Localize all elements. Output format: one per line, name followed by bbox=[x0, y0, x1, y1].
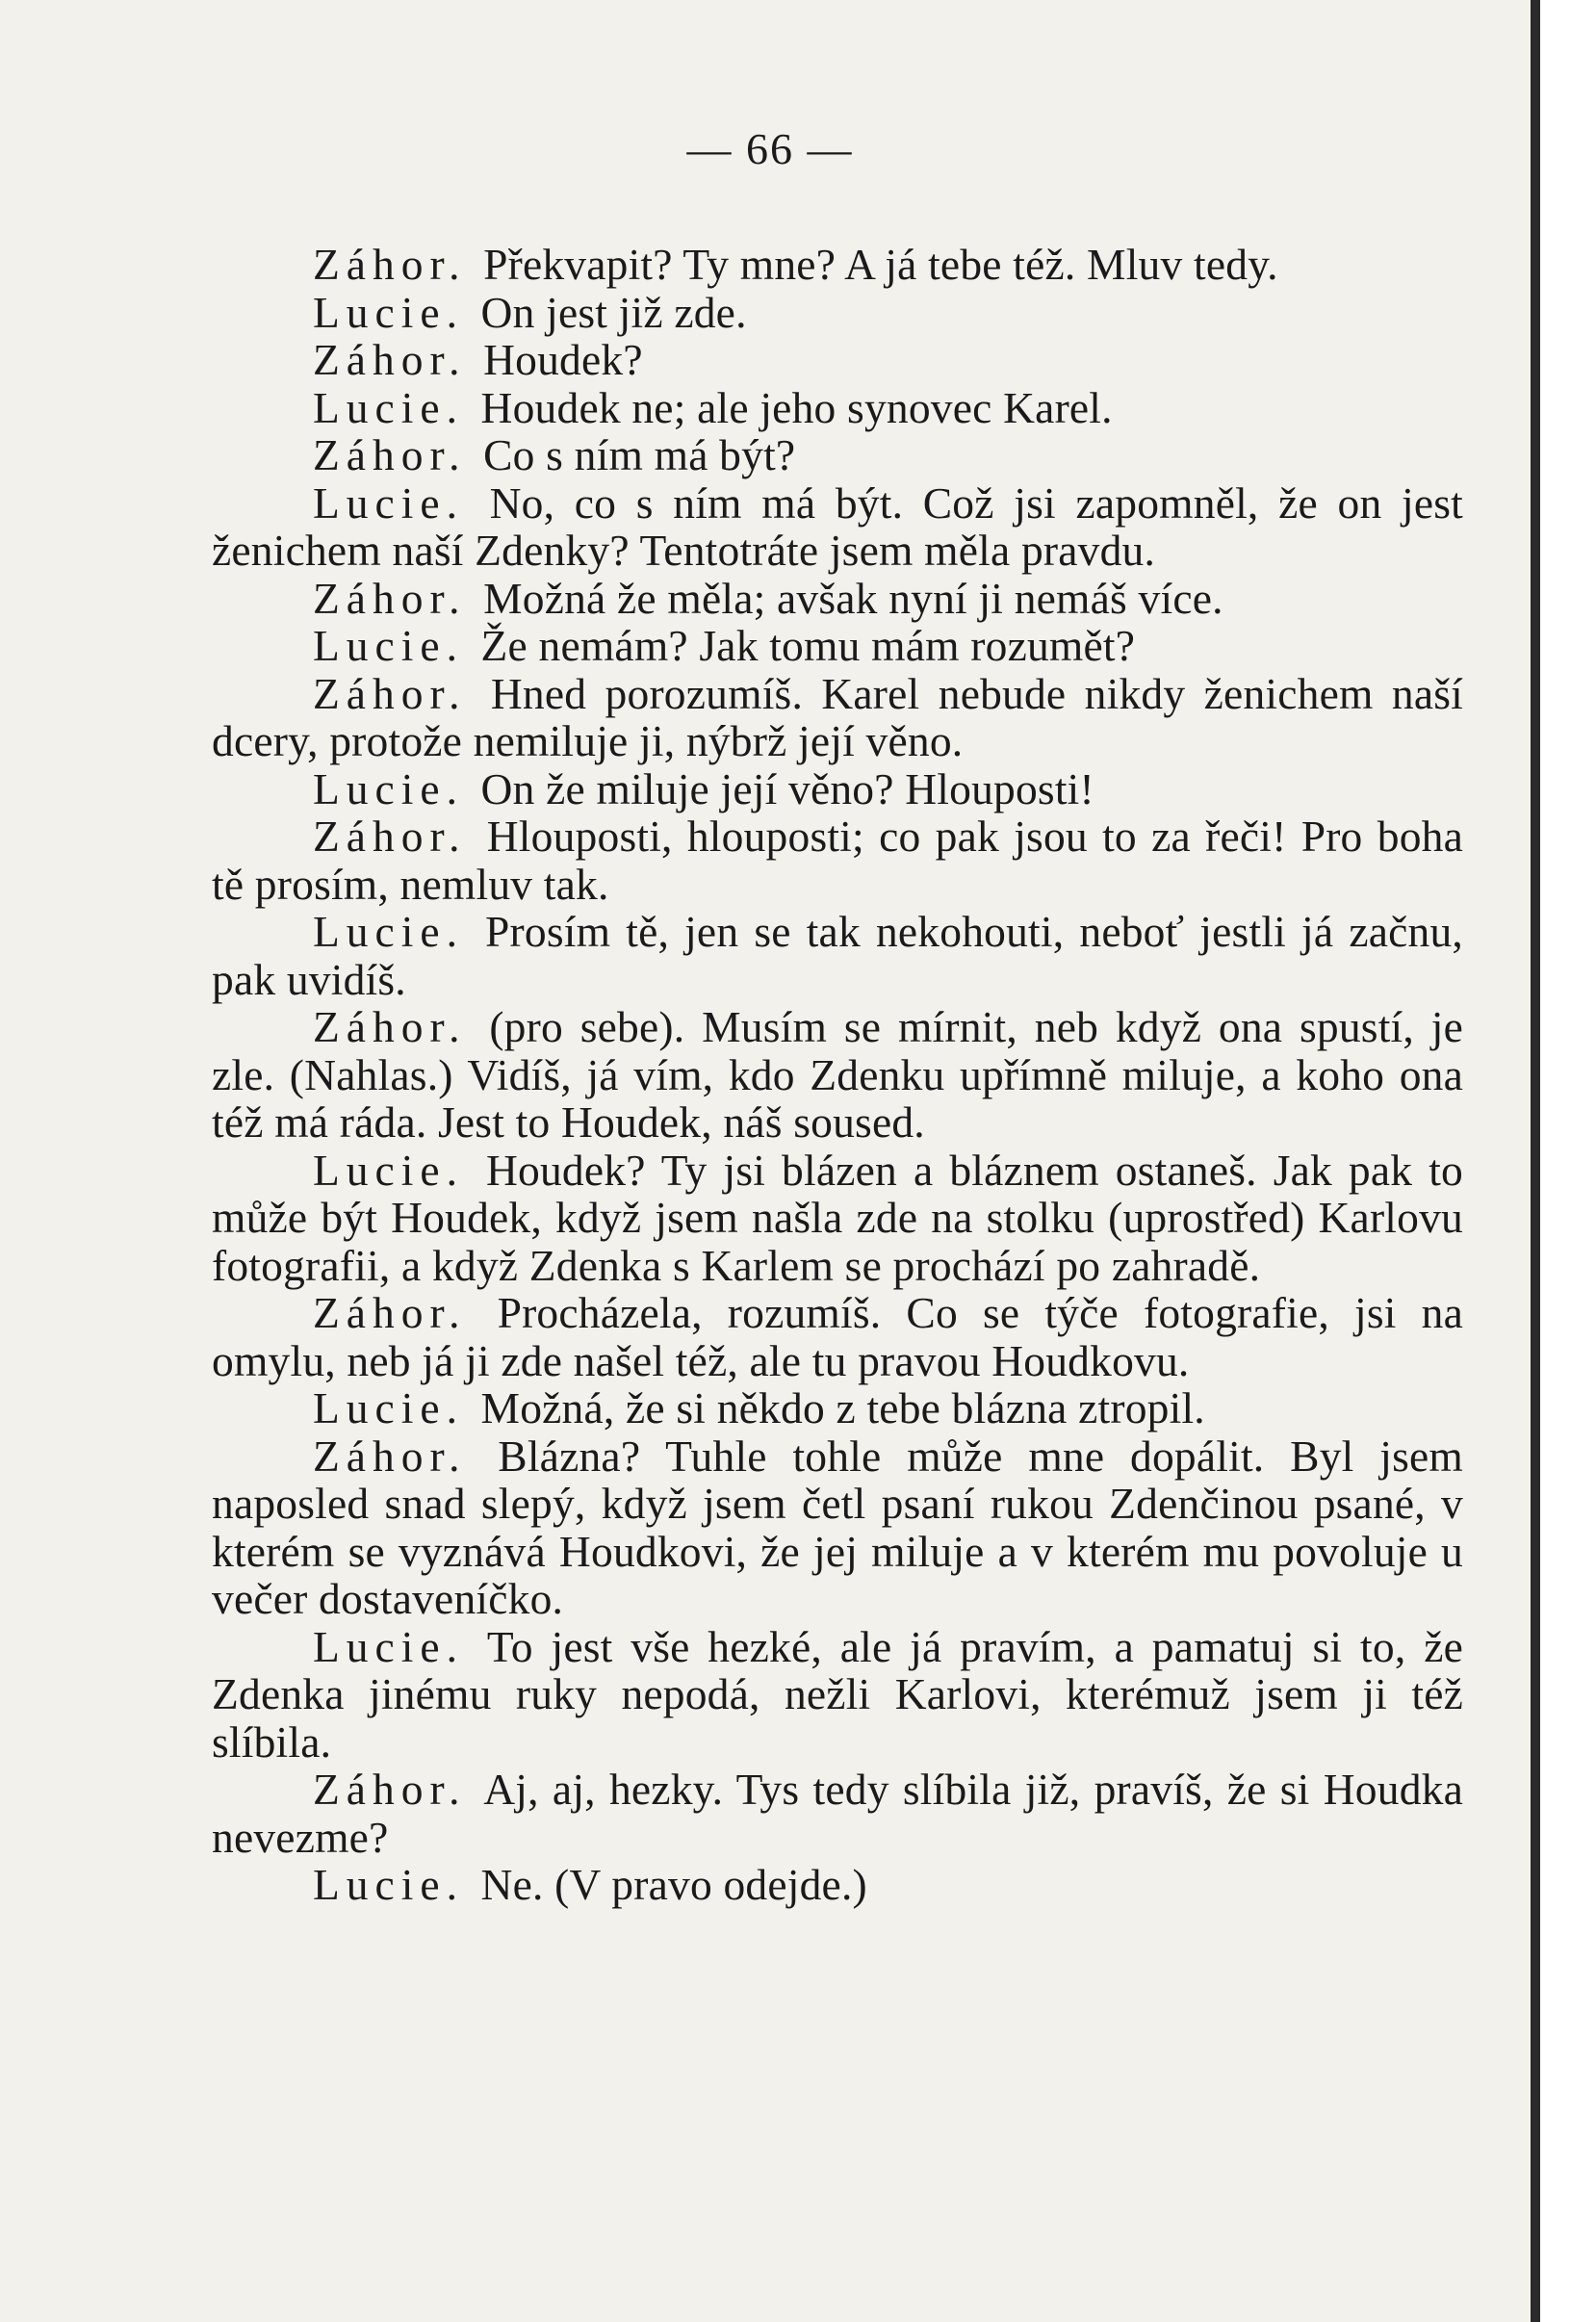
scan-margin bbox=[1540, 0, 1596, 2322]
speaker-name: Záhor. bbox=[313, 668, 467, 718]
line-text: Prosím tě, jen se tak nekohouti, neboť jestli já začnu, pak uvidíš. bbox=[212, 907, 1463, 1004]
speaker-name: Záhor. bbox=[313, 812, 467, 861]
line-text: Překvapit? Ty mne? A já tebe též. Mluv tedy. bbox=[483, 240, 1278, 289]
speaker-name: Záhor. bbox=[313, 1288, 467, 1337]
page-binding-edge bbox=[1531, 0, 1540, 2322]
dialogue-line bbox=[212, 1147, 1463, 1290]
dialogue-line bbox=[212, 622, 1463, 670]
speaker-name: Lucie. bbox=[313, 1145, 464, 1195]
line-text: On jest již zde. bbox=[480, 287, 747, 337]
dialogue-line bbox=[212, 670, 1463, 765]
speaker-name: Záhor. bbox=[313, 1002, 467, 1051]
speaker-name: Záhor. bbox=[313, 573, 467, 623]
line-text: To jest vše hezké, ale já pravím, a pamatuj si to, že Zdenka jinému ruky nepodá, nežli Karlovi, kterémuž jsem ji též slíbila. bbox=[212, 1621, 1463, 1767]
dialogue-line bbox=[212, 1623, 1463, 1767]
speaker-name: Lucie. bbox=[313, 763, 464, 813]
speaker-name: Lucie. bbox=[313, 477, 464, 528]
speaker-name: Lucie. bbox=[313, 621, 464, 670]
page-number: — 66 — bbox=[686, 124, 854, 173]
dialogue-line bbox=[212, 336, 1463, 384]
speaker-name: Záhor. bbox=[313, 1431, 467, 1481]
dialogue-line bbox=[212, 431, 1463, 479]
speaker-name: Lucie. bbox=[313, 382, 464, 432]
line-text: On že miluje její věno? Hlouposti! bbox=[480, 763, 1094, 813]
line-text: Možná že měla; avšak nyní ji nemáš více. bbox=[483, 573, 1223, 623]
speaker-name: Lucie. bbox=[313, 287, 464, 337]
line-text: Ne. (V pravo odejde.) bbox=[480, 1860, 867, 1909]
dialogue-line bbox=[212, 1766, 1463, 1861]
line-text: Možná, že si někdo z tebe blázna ztropil. bbox=[480, 1383, 1205, 1432]
dialogue-line bbox=[212, 765, 1463, 813]
dialogue-line bbox=[212, 289, 1463, 337]
speaker-name: Záhor. bbox=[313, 240, 467, 289]
dialogue-line bbox=[212, 384, 1463, 432]
line-text: Co s ním má být? bbox=[483, 430, 796, 479]
speaker-name: Záhor. bbox=[313, 335, 467, 384]
speaker-name: Lucie. bbox=[313, 1621, 464, 1671]
line-text: Houdek? Ty jsi blázen a bláznem ostaneš. Jak pak to může být Houdek, když jsem našla zde na stolku (uprostřed) Karlovu fotografii, a když Zdenka s Karlem se prochází po zahradě. bbox=[212, 1145, 1463, 1290]
dialogue-line bbox=[212, 1384, 1463, 1432]
line-text: (pro sebe). Musím se mírnit, neb když ona spustí, je zle. (Nahlas.) Vidíš, já vím, kdo Zdenku upřímně miluje, a koho ona též má ráda. Jest to Houdek, náš soused. bbox=[212, 1002, 1464, 1147]
line-text: Aj, aj, hezky. Tys tedy slíbila již, pravíš, že si Houdka nevezme? bbox=[212, 1765, 1463, 1862]
dialogue-line bbox=[212, 908, 1463, 1003]
line-text: Houdek? bbox=[483, 335, 643, 384]
speaker-name: Záhor. bbox=[313, 1765, 467, 1814]
line-text: Že nemám? Jak tomu mám rozumět? bbox=[480, 621, 1136, 670]
dialogue-line bbox=[212, 575, 1463, 623]
dialogue-line bbox=[212, 813, 1463, 908]
dialogue-line bbox=[212, 1289, 1463, 1384]
line-text: No, co s ním má být. Což jsi zapomněl, že on jest ženichem naší Zdenky? Tentotráte jsem měla pravdu. bbox=[212, 477, 1464, 575]
line-text: Houdek ne; ale jeho synovec Karel. bbox=[480, 382, 1113, 432]
dialogue-line bbox=[212, 1861, 1463, 1909]
dialogue-line bbox=[212, 479, 1463, 575]
line-text: Blázna? Tuhle tohle může mne dopálit. Byl jsem naposled snad slepý, když jsem četl psaní rukou Zdenčinou psané, v kterém se vyznává Houdkovi, že jej miluje a v kterém mu povoluje u večer dostaveníčko. bbox=[212, 1431, 1463, 1623]
dialogue-line bbox=[212, 1003, 1463, 1147]
speaker-name: Lucie. bbox=[313, 907, 464, 956]
line-text: Hlouposti, hlouposti; co pak jsou to za řeči! Pro boha tě prosím, nemluv tak. bbox=[212, 812, 1463, 909]
dialogue-text bbox=[212, 241, 1463, 1909]
dialogue-line bbox=[212, 241, 1463, 289]
speaker-name: Záhor. bbox=[313, 430, 467, 479]
speaker-name: Lucie. bbox=[313, 1860, 464, 1909]
dialogue-line bbox=[212, 1432, 1463, 1623]
line-text: Hned porozumíš. Karel nebude nikdy ženichem naší dcery, protože nemiluje ji, nýbrž její věno. bbox=[212, 668, 1463, 765]
line-text: Procházela, rozumíš. Co se týče fotografie, jsi na omylu, neb já ji zde našel též, ale tu pravou Houdkovu. bbox=[212, 1288, 1463, 1385]
speaker-name: Lucie. bbox=[313, 1383, 464, 1432]
